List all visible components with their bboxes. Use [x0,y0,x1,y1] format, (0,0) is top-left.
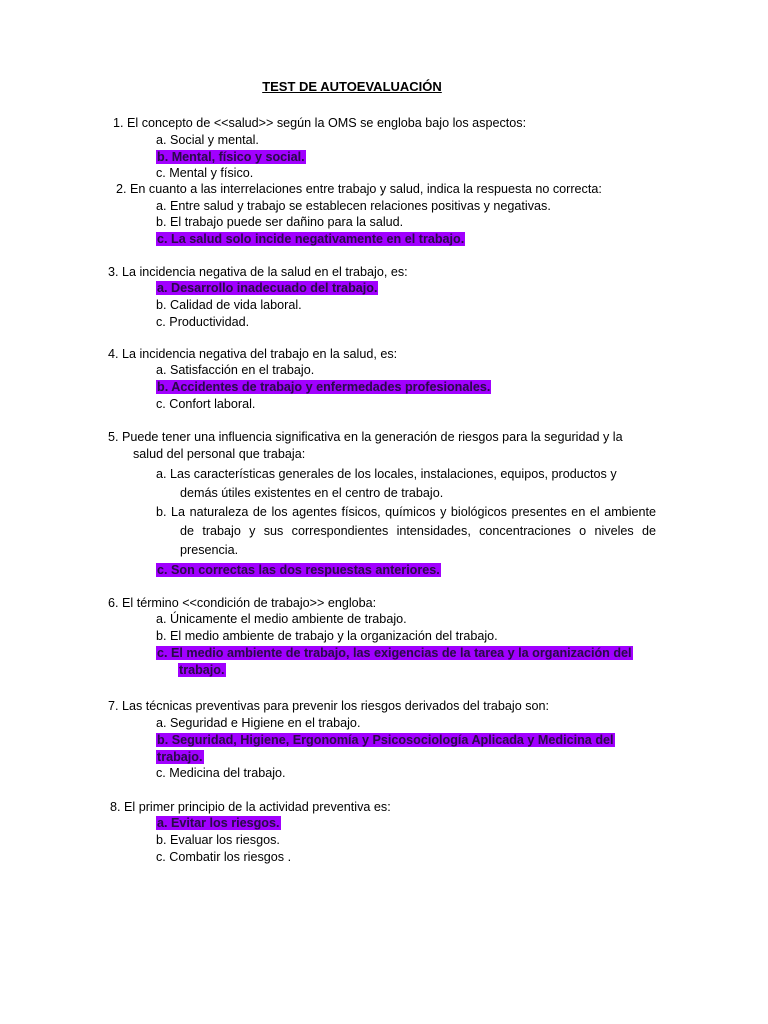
q1-option-b-correct [156,149,306,166]
answer-highlight: a. Desarrollo inadecuado del trabajo. [157,281,378,295]
question-6: 6. El término <<condición de trabajo>> engloba: [108,596,377,610]
q8-option-b: b. Evaluar los riesgos. [156,833,280,847]
q7-option-b-correct-line-1 [156,732,615,749]
answer-highlight: trabajo. [157,750,203,764]
q6-option-c-correct-line-2 [178,662,226,679]
question-5-line-1: 5. Puede tener una influencia significativa en la generación de riesgos para la seguridad y la [108,430,623,444]
answer-highlight: b. Accidentes de trabajo y enfermedades profesionales. [157,380,491,394]
answer-highlight: c. El medio ambiente de trabajo, las exigencias de la tarea y la organización del [157,646,632,660]
q5-option-b-line-1: b. La naturaleza de los agentes físicos, químicos y biológicos presentes en el ambiente [156,505,656,519]
q7-option-a: a. Seguridad e Higiene en el trabajo. [156,716,361,730]
answer-highlight: c. Son correctas las dos respuestas anteriores. [157,563,440,577]
q2-option-c-correct [156,231,465,248]
question-3: 3. La incidencia negativa de la salud en el trabajo, es: [108,265,408,279]
q5-option-a-line-1: a. Las características generales de los locales, instalaciones, equipos, productos y [156,467,617,481]
q7-option-b-correct-line-2 [156,749,204,766]
q2-option-a: a. Entre salud y trabajo se establecen relaciones positivas y negativas. [156,199,551,213]
q3-option-a-correct [156,280,378,297]
answer-highlight: c. La salud solo incide negativamente en el trabajo. [157,232,465,246]
answer-highlight: b. Seguridad, Higiene, Ergonomía y Psicosociología Aplicada y Medicina del [157,733,614,747]
q5-option-b-line-3: presencia. [180,543,239,557]
q8-option-c: c. Combatir los riesgos . [156,850,292,864]
q5-option-a-line-2: demás útiles existentes en el centro de trabajo. [180,486,444,500]
q5-option-b-line-2: de trabajo y sus correspondientes intensidades, concentraciones o niveles de [180,524,656,538]
question-5-line-2: salud del personal que trabaja: [133,447,306,461]
q3-option-c: c. Productividad. [156,315,250,329]
answer-highlight: b. Mental, físico y social. [157,150,305,164]
q6-option-a: a. Únicamente el medio ambiente de trabajo. [156,612,407,626]
q2-option-b: b. El trabajo puede ser dañino para la salud. [156,215,404,229]
q8-option-a-correct [156,815,281,832]
q4-option-c: c. Confort laboral. [156,397,256,411]
question-2: 2. En cuanto a las interrelaciones entre trabajo y salud, indica la respuesta no correcta: [116,182,602,196]
q3-option-b: b. Calidad de vida laboral. [156,298,302,312]
answer-highlight: a. Evitar los riesgos. [157,816,280,830]
q4-option-a: a. Satisfacción en el trabajo. [156,363,315,377]
answer-highlight: trabajo. [179,663,225,677]
q6-option-c-correct-line-1 [156,645,633,662]
q5-option-c-correct [156,562,441,579]
question-7: 7. Las técnicas preventivas para prevenir los riesgos derivados del trabajo son: [108,699,550,713]
question-8: 8. El primer principio de la actividad preventiva es: [110,800,391,814]
q4-option-b-correct [156,379,491,396]
question-4: 4. La incidencia negativa del trabajo en la salud, es: [108,347,398,361]
question-1: 1. El concepto de <<salud>> según la OMS se engloba bajo los aspectos: [113,116,527,130]
q7-option-c: c. Medicina del trabajo. [156,766,286,780]
document-title: TEST DE AUTOEVALUACIÓN [262,79,442,94]
q6-option-b: b. El medio ambiente de trabajo y la organización del trabajo. [156,629,498,643]
q1-option-c: c. Mental y físico. [156,166,254,180]
q1-option-a: a. Social y mental. [156,133,259,147]
